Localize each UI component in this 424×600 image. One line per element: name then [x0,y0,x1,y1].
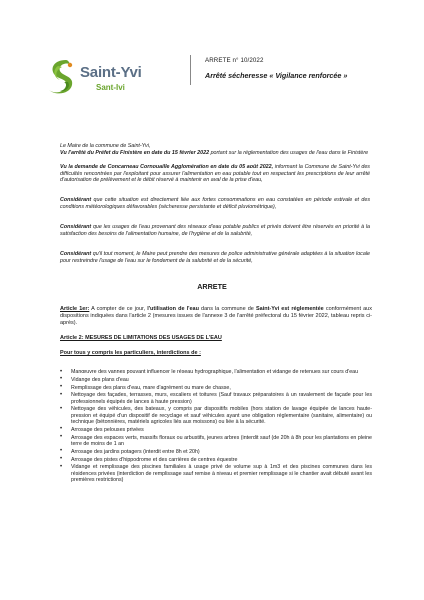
vu-prefet-bold: Vu l'arrêté du Préfet du Finistère en date du 15 février 2022 [60,150,210,156]
decree-reference: ARRETE n° 10/2022 [205,57,264,64]
considerant-2-bold: Considérant [60,224,92,230]
article-1-text-d: Saint-Yvi est réglementée [255,306,324,312]
list-item: • Remplissage des plans d'eau, mare d'agrément ou mare de chasse, [60,385,372,391]
article-1-text-e: conformément aux dispositions indiquées dans l'article 2 (mesures issues de l'annexe 3 de l'arrêté préfectoral du 15 février 2022, tableau repris ci-après). [60,306,372,326]
saint-yvi-logo [44,56,156,104]
preamble-vu-agglo [60,164,370,184]
vu-prefet-text: portant sur la réglementation des usages de l'eau dans le Finistère [209,150,369,156]
logo-subtitle: Sant-Ivi [96,83,125,92]
vu-agglo-bold: Vu la demande de Concarneau Cornouaille Agglomération en date du 05 août 2022, [60,164,274,170]
logo-leaf-icon [44,56,80,98]
considerant-2-text: que les usages de l'eau provenant des réseaux d'eau potable publics et privés doivent être réservés en priorité à la satisfaction des besoins de l'alimentation humaine, de l'hygiène et de la salubrité, [60,224,370,237]
article-1-label: Article 1er: [60,306,90,312]
article-1 [60,306,372,327]
list-item: • Vidange des plans d'eau [60,377,372,383]
list-item: • Arrosage des espaces verts, massifs floraux ou arbustifs, jeunes arbres (interdit sauf (de 20h à 8h pour les plantations en pleine terre de moins de 1 an [60,435,372,448]
list-title: Pour tous y compris les particuliers, interdictions de : [60,350,201,356]
list-item: • Arrosage des pistes d'hippodrome et des carrières de centres équestre [60,457,372,463]
list-item: • Vidange et remplissage des piscines familiales à usage privé de volume sup à 1m3 et des piscines communes dans les résidences privées (interdiction de remplissage sauf remise à niveau et premier remplissage si le chantier avait débuté avant les premières restrictions) [60,464,372,483]
list-item: • Manœuvre des vannes pouvant influencer le réseau hydrographique, l'alimentation et vidange de retenues sur cours d'eau [60,369,372,375]
decree-header [190,55,376,85]
preamble-intro: Le Maire de la commune de Saint-Yvi, [60,143,151,149]
article-1-text-b: l'utilisation de l'eau [147,306,199,312]
considerant-3-text: qu'il tout moment, le Maire peut prendre des mesures de police administrative générale adaptées à la situation locale pour restreindre l'usage de l'eau sur le fondement de la salubrité et de la sécurité, [60,251,370,264]
vu-agglo-text: informant la Commune de Saint-Yvi des difficultés rencontrées par l'exploitant pour assurer l'alimentation en eau potable tout en respectant les prescriptions de leur arrêté d'autorisation de prélèvement et le débit réservé à maintenir en aval de la prise d'eau, [60,164,370,184]
arrete-heading: ARRETE [197,282,227,291]
article-1-text-c: dans la commune de [198,306,256,312]
logo-name: Saint-Yvi [80,64,142,81]
preamble-vu-prefet [60,150,370,157]
list-item: • Arrosage des pelouses privées [60,427,372,433]
restrictions-list [60,369,372,485]
list-item: • Nettoyage des véhicules, des bateaux, y compris par dispositifs mobiles (hors station de lavage équipée de lances haute-pression et équipé d'un dispositif de recyclage et sauf véhicules ayant une obligation réglementaire (sanitaire, alimentaire) ou technique (bétonnières, matériels agricoles liés aux moissons) ou liée à la sécurité. [60,406,372,425]
article-2-title: Article 2: MESURES DE LIMITATIONS DES USAGES DE L'EAU [60,335,222,341]
preamble-considerant-1 [60,197,370,210]
considerant-3-bold: Considérant [60,251,92,257]
considerant-1-bold: Considérant [60,197,92,203]
decree-title: Arrêté sécheresse « Vigilance renforcée » [205,71,348,80]
considerant-1-text: que cette situation est directement liée aux fortes consommations en eau constatées en période estivale et des conditions météorologiques défavorables (sécheresse persistante et déficit pluviométrique), [60,197,370,210]
article-1-text-a: A compter de ce jour, [89,306,148,312]
list-item: • Nettoyage des façades, terrasses, murs, escaliers et toitures (Sauf travaux préparatoires à un ravalement de façade pour les professionnels équipés de lances à haute pression) [60,392,372,405]
preamble-considerant-3 [60,251,370,264]
list-item: • Arrosage des jardins potagers (interdit entre 8h et 20h) [60,449,372,455]
preamble-considerant-2 [60,224,370,237]
